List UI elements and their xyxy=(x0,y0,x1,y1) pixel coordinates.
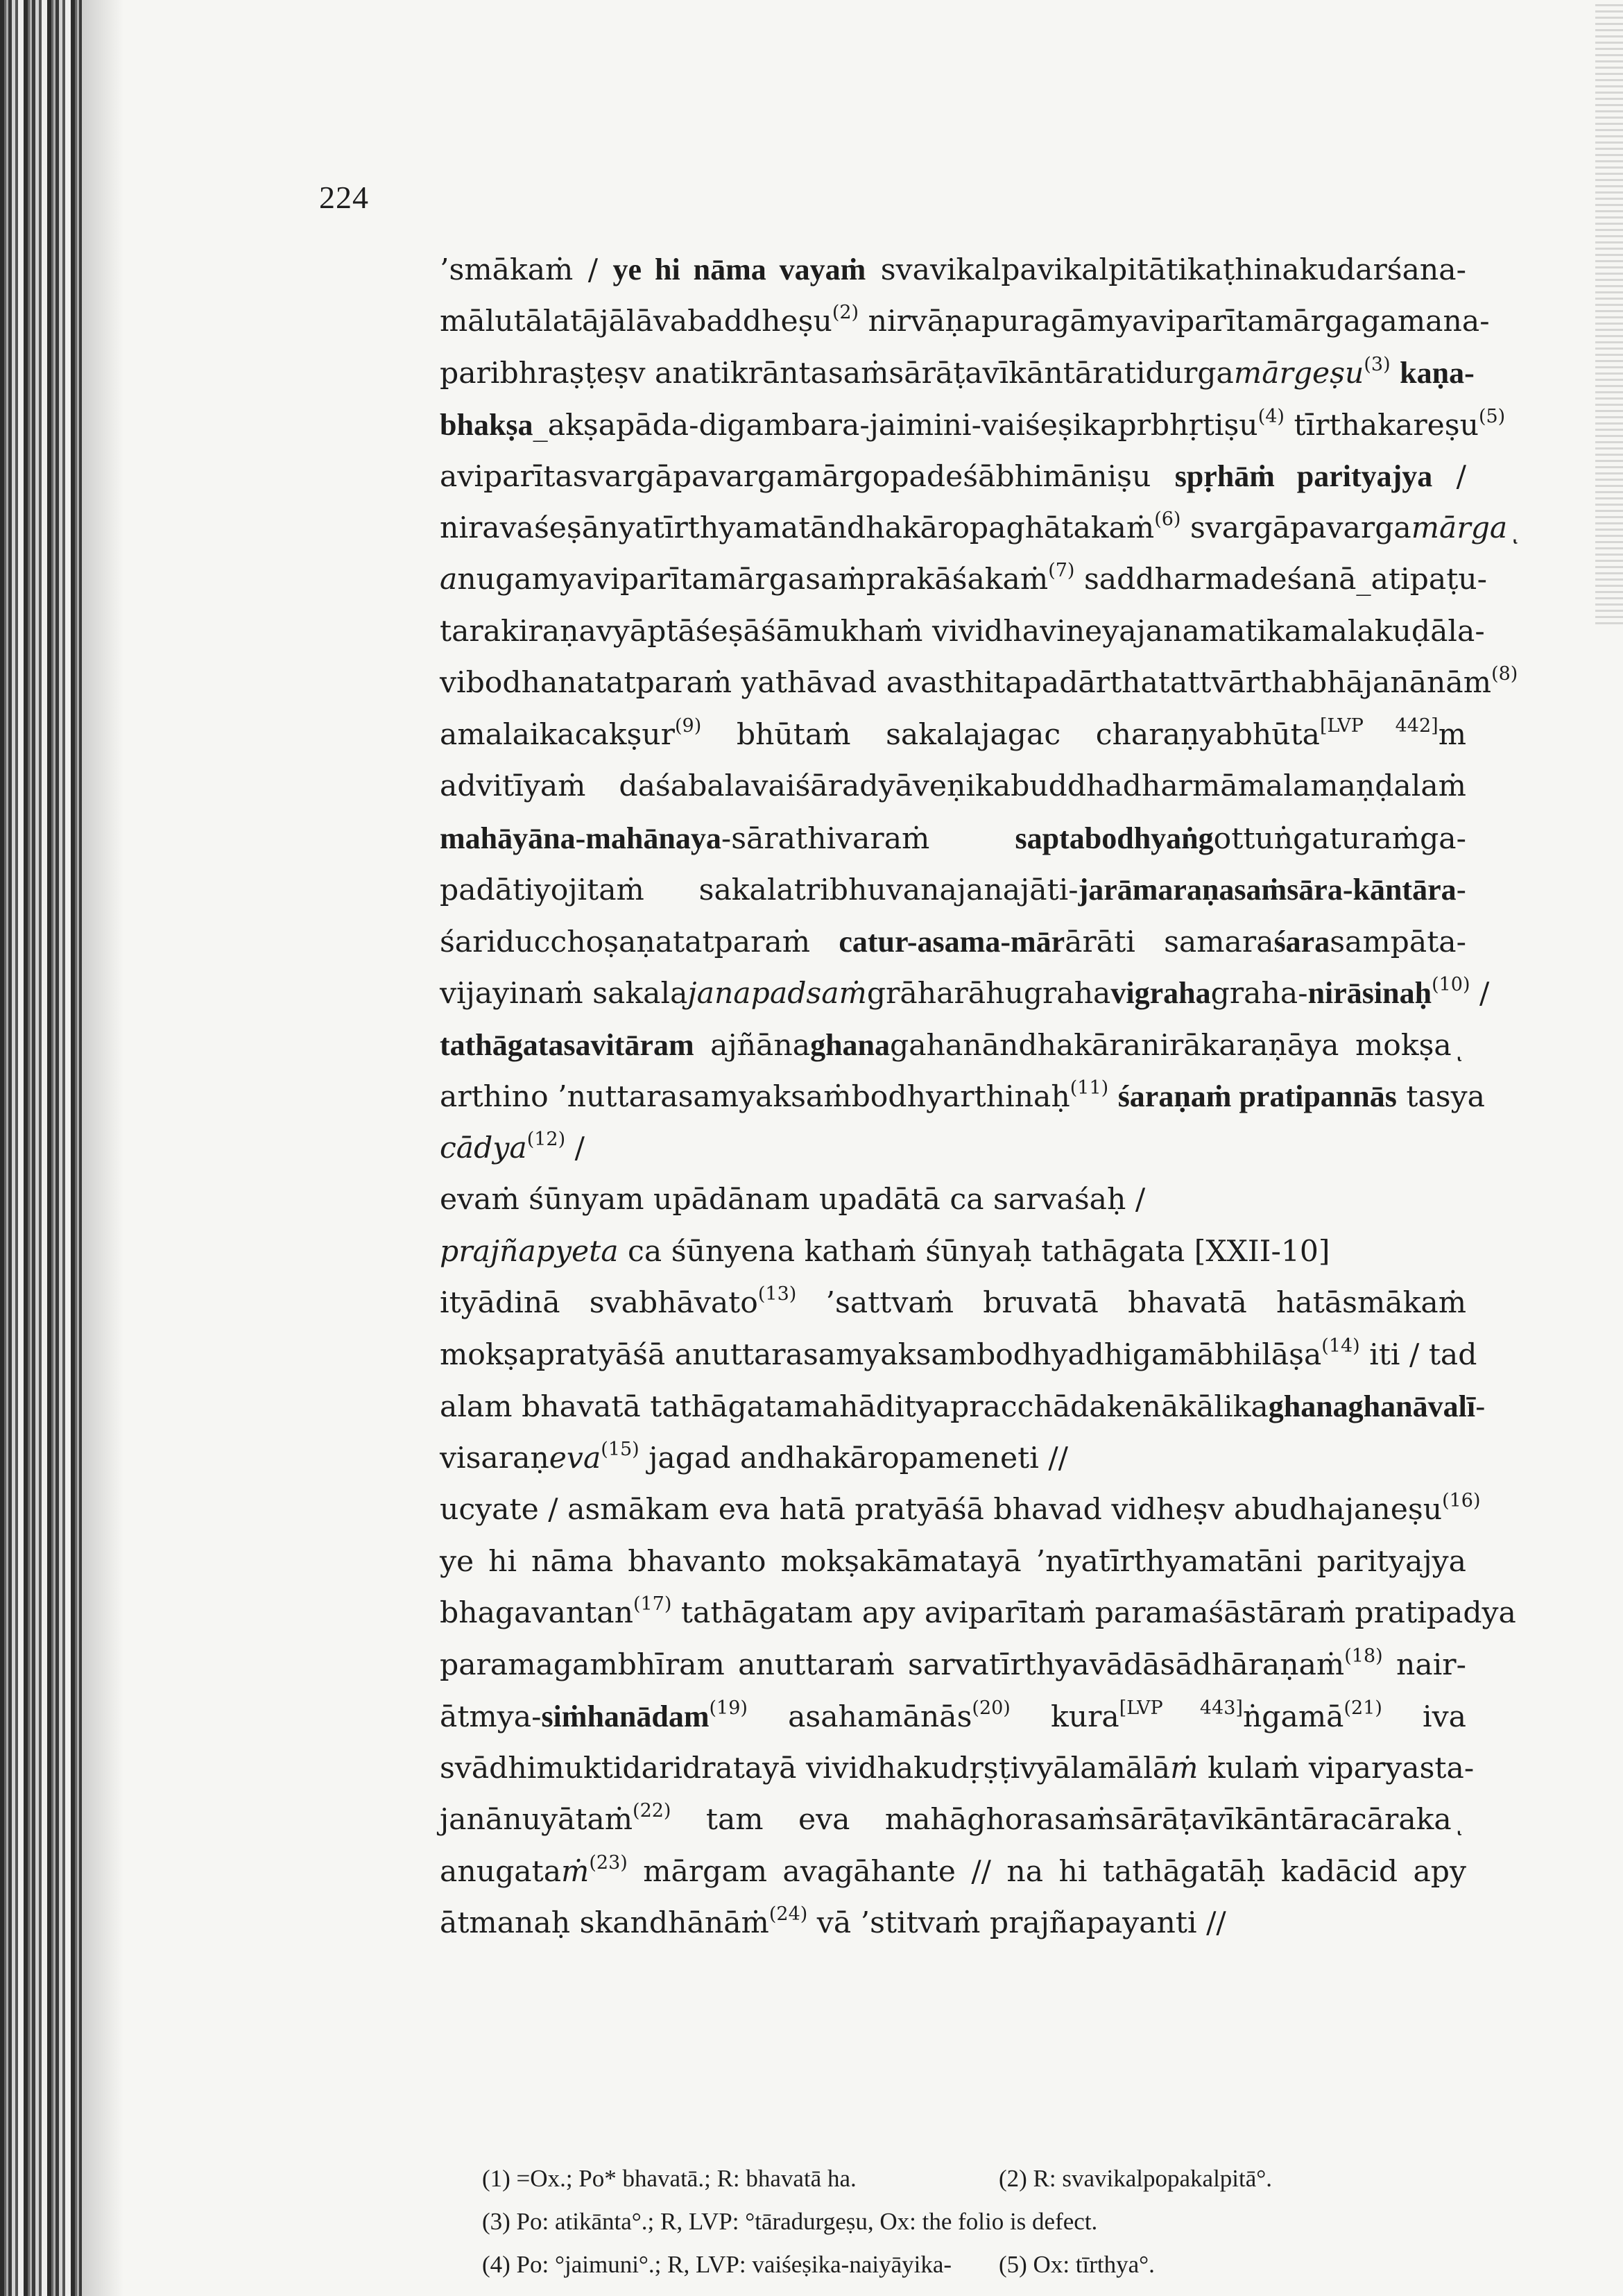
text-segment: bhūtaṁ sakalajagac charaṇyabhūta xyxy=(701,717,1321,752)
footnote-ref: (22) xyxy=(633,1800,671,1822)
text-line xyxy=(440,658,1518,710)
verse-line xyxy=(440,1174,1466,1226)
text-segment: visaraṇ xyxy=(440,1441,549,1475)
italic-term: prajñapyeta xyxy=(440,1234,619,1269)
bold-term: śaraṇaṁ pratipannās xyxy=(1117,1079,1397,1113)
text-segment: paribhraṣṭeṣv anatikrāntasaṁsārāṭavīkāntāratidurga xyxy=(440,357,1234,391)
text-segment: grāharāhugraha xyxy=(866,977,1111,1011)
text-segment: bhagavantan xyxy=(440,1596,633,1630)
italic-term: a xyxy=(440,563,458,597)
footnote-ref: (7) xyxy=(1048,560,1075,581)
text-line xyxy=(440,710,1466,762)
text-segment: iva xyxy=(1382,1700,1466,1734)
text-segment: tathāgatam apy aviparītaṁ paramaśāstāraṁ pratipadya xyxy=(671,1596,1516,1630)
text-line xyxy=(440,1536,1466,1588)
footnote-ref: (21) xyxy=(1343,1697,1382,1719)
text-segment: - xyxy=(1475,1390,1486,1424)
text-line xyxy=(440,1071,1485,1123)
text-segment: svādhimuktidaridratayā vividhakudṛṣṭivyālamālā xyxy=(440,1751,1171,1785)
text-segment: evaṁ śūnyam upādānam upadātā ca sarvaśaḥ / xyxy=(440,1183,1146,1217)
text-line xyxy=(440,554,1488,606)
text-line xyxy=(440,1330,1477,1382)
bold-term: spṛhāṁ parityajya xyxy=(1174,459,1433,493)
sanskrit-body-text xyxy=(440,244,1522,1950)
text-segment: tam eva mahāghorasaṁsārāṭavīkāntāracārakaͺ xyxy=(671,1803,1466,1837)
bold-term: ghana xyxy=(810,1027,891,1062)
italic-term: cādya xyxy=(440,1131,527,1165)
page-number: 224 xyxy=(319,180,369,215)
text-segment: aviparītasvargāpavargamārgopadeśābhimāniṣu xyxy=(440,460,1175,494)
text-segment: ātmanaḥ skandhānāṁ xyxy=(440,1906,769,1940)
footnote-ref: (18) xyxy=(1344,1645,1383,1667)
text-segment: / xyxy=(1432,460,1466,494)
text-segment: svargāpavarga xyxy=(1180,511,1411,545)
text-line xyxy=(440,451,1466,503)
footnote-ref: (4) xyxy=(1257,405,1285,427)
text-segment: alam bhavatā tathāgatamahādityapracchādakenākālika xyxy=(440,1390,1269,1424)
text-segment: graha- xyxy=(1210,977,1308,1011)
text-line xyxy=(440,1847,1466,1899)
text-segment: nirvāṇapuragāmyaviparītamārgagamana- xyxy=(859,304,1490,339)
text-segment: paramagambhīram anuttaraṁ sarvatīrthyavādāsādhāraṇaṁ xyxy=(440,1647,1345,1682)
footnote: (2) R: svavikalpopakalpitā°. xyxy=(999,2165,1273,2192)
text-line xyxy=(440,968,1490,1020)
text-line xyxy=(440,503,1522,555)
text-line xyxy=(440,348,1475,400)
text-segment: _akṣapāda-digambara-jaimini-vaiśeṣikaprbhṛtiṣu xyxy=(533,408,1258,443)
italic-term: janapadsaṁ xyxy=(687,977,867,1011)
bold-term: jarāmaraṇasaṁsāra-kāntāra xyxy=(1078,873,1457,907)
footnote-row xyxy=(482,2243,1384,2286)
footnote: (3) Po: atikānta°.; R, LVP: °tāradurgeṣu, Ox: the folio is defect. xyxy=(482,2208,1098,2235)
text-line xyxy=(440,1278,1466,1330)
text-line xyxy=(440,244,1466,296)
bold-term: tathāgatasavitāram xyxy=(440,1027,694,1062)
footnote: (4) Po: °jaimuni°.; R, LVP: vaiśeṣika-naiyāyika- xyxy=(482,2251,952,2278)
text-segment: ucyate / asmākam eva hatā pratyāśā bhavad vidheṣv abudhajaneṣu xyxy=(440,1493,1443,1527)
text-line xyxy=(440,1020,1466,1072)
text-segment: sampāta- xyxy=(1330,925,1466,959)
text-segment: -sārathivaraṁ xyxy=(721,821,1015,856)
text-line xyxy=(440,1640,1466,1692)
text-segment xyxy=(1391,357,1400,391)
text-segment: svavikalpavikalpitātikaṭhinakudarśana- xyxy=(866,253,1466,287)
footnote-row xyxy=(482,2200,1384,2243)
text-segment: janānuyātaṁ xyxy=(440,1803,633,1837)
text-segment: arthino ’nuttarasamyaksaṁbodhyarthinaḥ xyxy=(440,1080,1070,1114)
text-segment: vā ’stitvaṁ prajñapayanti // xyxy=(807,1906,1226,1940)
text-segment: amalaikacakṣur xyxy=(440,717,675,752)
text-segment: nugamyaviparītamārgasaṁprakāśakaṁ xyxy=(457,563,1049,597)
text-line xyxy=(440,1794,1466,1847)
bold-term: śara xyxy=(1273,924,1330,959)
text-segment xyxy=(1108,1080,1118,1114)
footnote-ref: (20) xyxy=(972,1697,1011,1719)
footnote: (1) =Ox.; Po* bhavatā.; R: bhavatā ha. xyxy=(482,2165,857,2192)
text-segment: tīrthakareṣu xyxy=(1284,408,1479,443)
text-line xyxy=(440,1743,1475,1795)
italic-term: eva xyxy=(549,1441,601,1475)
text-line xyxy=(440,1381,1486,1433)
text-line xyxy=(440,1123,1466,1175)
bold-term: nirāsinaḥ xyxy=(1307,976,1432,1010)
text-segment: ye hi nāma bhavanto mokṣakāmatayā ’nyatīrthyamatāni parityajya xyxy=(440,1544,1466,1579)
italic-term: ṁ xyxy=(1170,1751,1199,1785)
footnote-ref: (24) xyxy=(768,1903,808,1925)
text-segment: ottuṅgaturaṁga- xyxy=(1213,821,1466,856)
footnotes xyxy=(482,2157,1384,2286)
footnote-ref: (3) xyxy=(1364,354,1391,375)
footnote-ref: (16) xyxy=(1442,1490,1481,1511)
footnote-ref: [LVP 443] xyxy=(1119,1697,1243,1719)
footnote-ref: (9) xyxy=(674,714,702,737)
text-segment: mārgam avagāhante // na hi tathāgatāḥ kadācid apy xyxy=(627,1854,1466,1889)
text-line xyxy=(440,606,1485,658)
text-segment: ārāti samara xyxy=(1065,925,1274,959)
footnote-ref: (12) xyxy=(526,1128,566,1150)
binding-fade xyxy=(82,0,123,2296)
footnote-ref: (10) xyxy=(1432,974,1470,995)
footnote-ref: (19) xyxy=(709,1697,748,1719)
binding-shadow xyxy=(0,0,82,2296)
bold-term: catur-asama-mār xyxy=(839,924,1065,959)
text-segment: iti / tad xyxy=(1359,1337,1477,1372)
text-segment: anugata xyxy=(440,1854,562,1889)
bold-term: bhakṣa xyxy=(440,407,533,442)
footnote-ref: (11) xyxy=(1070,1077,1109,1099)
text-segment: mokṣapratyāśā anuttarasamyaksambodhyadhigamābhilāṣa xyxy=(440,1337,1322,1372)
text-segment: ṅgamā xyxy=(1242,1700,1344,1734)
text-line xyxy=(440,813,1466,865)
text-line xyxy=(440,916,1466,968)
italic-term: mārga xyxy=(1411,511,1508,545)
verse-line xyxy=(440,1226,1466,1278)
text-segment: tarakiraṇavyāptāśeṣāśāmukhaṁ vividhavineyajanamatikamalakuḍāla- xyxy=(440,614,1485,649)
text-segment: ityādinā svabhāvato xyxy=(440,1286,758,1320)
bold-term: mahāyāna-mahānaya xyxy=(440,821,721,855)
bold-term: kaṇa- xyxy=(1400,356,1475,390)
text-segment: advitīyaṁ daśabalavaiśāradyāveṇikabuddhadharmāmalamaṇḍalaṁ xyxy=(440,769,1466,803)
footnote-row xyxy=(482,2157,1384,2200)
text-segment: kulaṁ viparyasta- xyxy=(1198,1751,1475,1785)
bold-term: ye hi nāma vayaṁ xyxy=(612,252,866,286)
text-line xyxy=(440,761,1466,813)
footnote-ref: (8) xyxy=(1491,663,1518,685)
text-segment: kura xyxy=(1010,1700,1119,1734)
text-segment: ͺ xyxy=(1507,511,1522,545)
text-segment: śariducchoṣaṇatatparaṁ xyxy=(440,925,839,959)
text-segment: ātmya- xyxy=(440,1700,542,1734)
text-segment: ca śūnyena kathaṁ śūnyaḥ tathāgata [XXII-10] xyxy=(618,1234,1330,1269)
footnote: (5) Ox: tīrthya°. xyxy=(999,2251,1155,2278)
text-segment: / xyxy=(1470,977,1490,1011)
text-segment: ’smākaṁ / xyxy=(440,253,613,287)
text-line xyxy=(440,1898,1466,1950)
italic-term: ṁ xyxy=(561,1854,590,1889)
text-line xyxy=(440,1433,1466,1485)
text-segment: niravaśeṣānyatīrthyamatāndhakāropaghātakaṁ xyxy=(440,511,1155,545)
footnote-ref: (15) xyxy=(601,1438,639,1460)
text-segment: saddharmadeśanā_atipaṭu- xyxy=(1074,563,1488,597)
text-segment: - xyxy=(1456,873,1466,907)
text-segment: / xyxy=(565,1131,585,1165)
bold-term: vigraha xyxy=(1110,976,1211,1010)
scan-edge-noise xyxy=(1595,0,1623,624)
footnote-ref: (14) xyxy=(1321,1335,1360,1357)
text-line xyxy=(440,1484,1481,1536)
bold-term: saptabodhyaṅg xyxy=(1015,821,1214,855)
text-segment: ajñāna xyxy=(694,1028,811,1063)
text-segment: ’sattvaṁ bruvatā bhavatā hatāsmākaṁ xyxy=(796,1286,1466,1320)
bold-term: siṁhanādam xyxy=(541,1699,710,1733)
footnote-ref: [LVP 442] xyxy=(1320,714,1439,737)
text-segment: vibodhanatatparaṁ yathāvad avasthitapadārthatattvārthabhājanānām xyxy=(440,666,1492,700)
text-segment: gahanāndhakāranirākaraṇāya mokṣaͺ xyxy=(890,1028,1466,1063)
italic-term: mārgeṣu xyxy=(1233,357,1364,391)
text-segment: jagad andhakāropameneti // xyxy=(639,1441,1068,1475)
text-segment: nair- xyxy=(1382,1647,1466,1682)
text-segment: tasya xyxy=(1396,1080,1485,1114)
text-segment: m xyxy=(1438,717,1467,752)
text-segment: padātiyojitaṁ sakalatribhuvanajanajāti- xyxy=(440,873,1079,907)
text-line xyxy=(440,864,1466,916)
text-segment: mālutālatājālāvabaddheṣu xyxy=(440,304,832,339)
footnote-ref: (23) xyxy=(589,1851,628,1874)
footnote-ref: (5) xyxy=(1478,405,1506,427)
footnote-ref: (6) xyxy=(1154,508,1181,530)
text-line xyxy=(440,1691,1466,1743)
text-line xyxy=(440,400,1506,452)
text-line xyxy=(440,1588,1516,1640)
bold-term: ghanaghanāvalī xyxy=(1268,1389,1476,1423)
text-segment: asahamānās xyxy=(747,1700,972,1734)
footnote-ref: (17) xyxy=(633,1593,672,1615)
footnote-ref: (13) xyxy=(757,1283,797,1305)
text-line xyxy=(440,296,1490,348)
text-segment: vijayinaṁ sakala xyxy=(440,977,688,1011)
footnote-ref: (2) xyxy=(832,301,859,323)
